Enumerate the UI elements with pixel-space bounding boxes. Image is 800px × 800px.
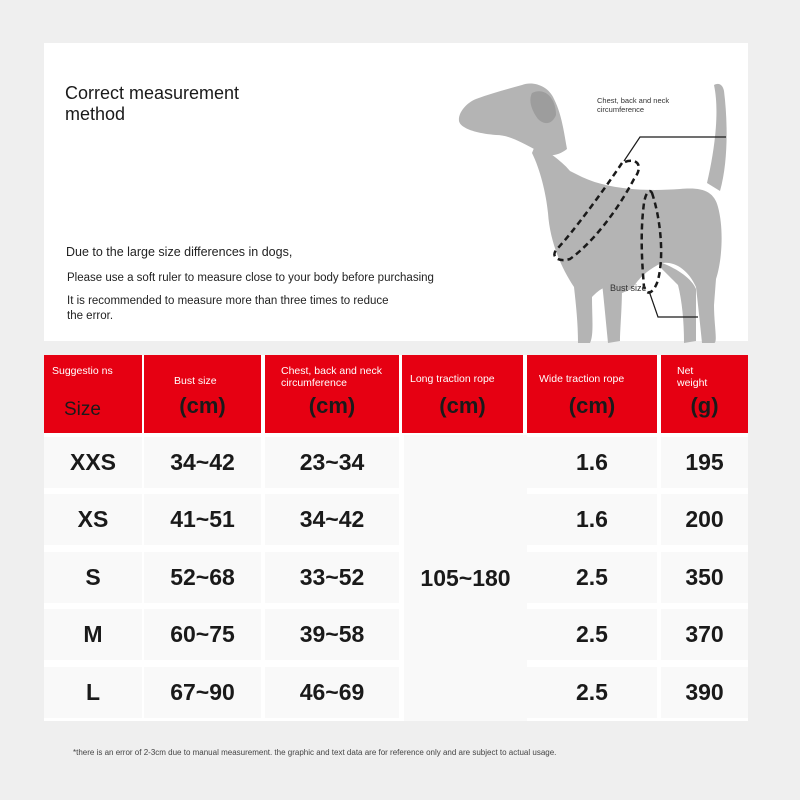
cell-wide-rope: 2.5 [527,667,657,718]
header-long-rope [402,355,523,433]
cell-weight: 200 [661,494,748,545]
title-line-1: Correct measurement [65,83,240,103]
header-chest-unit: (cm) [308,393,356,418]
header-chest-sub: Chest, back and neck circumference [281,365,382,389]
cell-weight: 370 [661,609,748,660]
cell-wide-rope: 1.6 [527,494,657,545]
cell-wide-rope: 1.6 [527,437,657,488]
header-bust-unit: (cm) [179,393,226,418]
cell-size: M [44,609,142,660]
cell-size: XS [44,494,142,545]
cell-bust: 60~75 [144,609,261,660]
header-net-weight [661,355,748,433]
header-wide-rope-sub: Wide traction rope [539,373,625,385]
header-bust-sub: Bust size [174,375,217,387]
header-weight-sub: Net weight [677,365,708,389]
dog-body [459,84,727,343]
cell-chest: 46~69 [265,667,399,718]
intro-note-2: Please use a soft ruler to measure close to your body before purchasing [67,272,434,284]
size-chart-table [44,355,748,721]
cell-chest: 34~42 [265,494,399,545]
header-bust [144,355,261,433]
header-size-title: Size [64,399,101,420]
header-long-rope-unit: (cm) [439,393,486,418]
cell-bust: 67~90 [144,667,261,718]
cell-bust: 52~68 [144,552,261,603]
cell-size: S [44,552,142,603]
neck-circumference-label [597,96,669,114]
header-wide-rope-unit: (cm) [568,393,616,418]
cell-weight: 390 [661,667,748,718]
intro-note-3: It is recommended to measure more than three times to reduce the error. [67,295,389,322]
footnote: *there is an error of 2-3cm due to manual measurement. the graphic and text data are for reference only and are subject to actual usage. [73,748,557,757]
neck-label-line-1: Chest, back and neck [597,96,670,105]
cell-weight: 350 [661,552,748,603]
header-long-rope-sub: Long traction rope [410,373,495,385]
header-chest [265,355,399,433]
cell-bust: 34~42 [144,437,261,488]
cell-chest: 33~52 [265,552,399,603]
header-wide-rope [527,355,657,433]
intro-note-1: Due to the large size differences in dogs, [66,245,293,259]
header-size-sub: Suggestio ns [52,365,113,377]
bust-size-label: Bust size [610,283,647,293]
measurement-guide-panel [44,43,748,341]
cell-wide-rope: 2.5 [527,609,657,660]
header-size [44,355,142,433]
cell-weight: 195 [661,437,748,488]
neck-label-line-2: circumference [597,105,645,114]
cell-wide-rope: 2.5 [527,552,657,603]
cell-size: XXS [44,437,142,488]
cell-size: L [44,667,142,718]
cell-chest: 23~34 [265,437,399,488]
title-line-2: method [65,104,126,124]
page-title [65,83,305,125]
cell-bust: 41~51 [144,494,261,545]
cell-long-rope-merged: 105~180 [404,435,527,721]
header-weight-unit: (g) [690,393,719,418]
cell-chest: 39~58 [265,609,399,660]
